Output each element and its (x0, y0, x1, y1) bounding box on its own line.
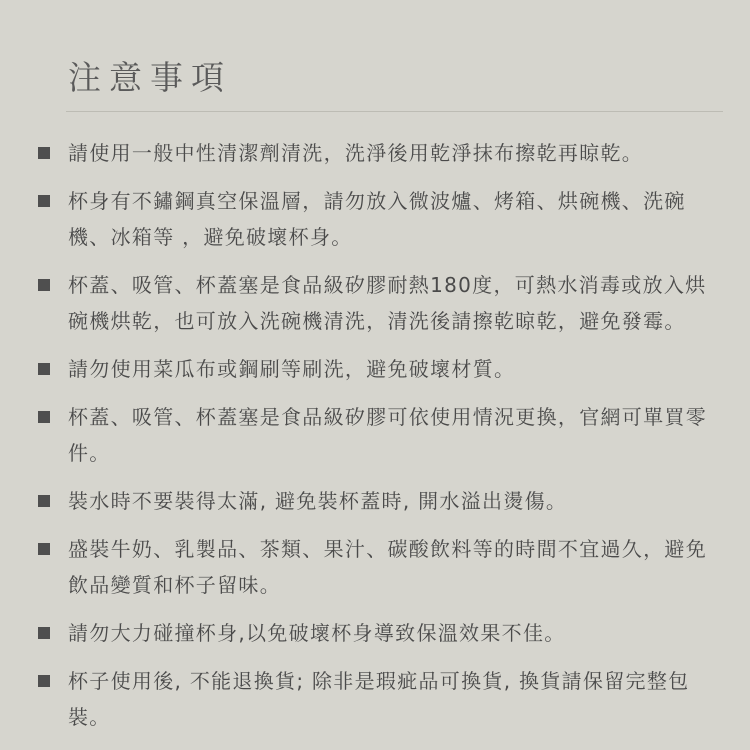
list-item (36, 183, 716, 255)
list-item-text: 杯蓋、吸管、杯蓋塞是食品級矽膠耐熱180度，可熱水消毒或放入烘碗機烘乾，也可放入洗碗機清洗，清洗後請擦乾晾乾，避免發霉。 (68, 273, 707, 333)
list-item-text: 杯身有不鏽鋼真空保溫層，請勿放入微波爐、烤箱、烘碗機、洗碗機、冰箱等 ，避免破壞杯身。 (68, 189, 686, 249)
page-title: 注意事項 (68, 58, 232, 97)
list-item (36, 663, 716, 735)
notice-list (36, 135, 716, 747)
list-item-text: 杯子使用後, 不能退換貨; 除非是瑕疵品可換貨, 換貨請保留完整包裝。 (68, 669, 690, 729)
list-item (36, 351, 716, 387)
square-bullet-icon (38, 543, 50, 555)
list-item (36, 399, 716, 471)
list-item-text: 裝水時不要裝得太滿, 避免裝杯蓋時, 開水溢出燙傷。 (68, 489, 568, 513)
list-item-text: 盛裝牛奶、乳製品、茶類、果汁、碳酸飲料等的時間不宜過久，避免飲品變質和杯子留味。 (68, 537, 707, 597)
list-item-text: 請勿使用菜瓜布或鋼刷等刷洗，避免破壞材質。 (68, 357, 516, 381)
list-item-text: 請勿大力碰撞杯身,以免破壞杯身導致保溫效果不佳。 (68, 621, 566, 645)
list-item-text: 請使用一般中性清潔劑清洗，洗淨後用乾淨抹布擦乾再晾乾。 (68, 141, 644, 165)
square-bullet-icon (38, 627, 50, 639)
list-item (36, 267, 716, 339)
list-item (36, 135, 716, 171)
list-item (36, 483, 716, 519)
square-bullet-icon (38, 363, 50, 375)
square-bullet-icon (38, 675, 50, 687)
list-item-text: 杯蓋、吸管、杯蓋塞是食品級矽膠可依使用情況更換，官網可單買零件。 (68, 405, 707, 465)
square-bullet-icon (38, 279, 50, 291)
square-bullet-icon (38, 195, 50, 207)
list-item (36, 615, 716, 651)
list-item (36, 531, 716, 603)
square-bullet-icon (38, 495, 50, 507)
square-bullet-icon (38, 411, 50, 423)
title-divider (66, 111, 723, 112)
square-bullet-icon (38, 147, 50, 159)
